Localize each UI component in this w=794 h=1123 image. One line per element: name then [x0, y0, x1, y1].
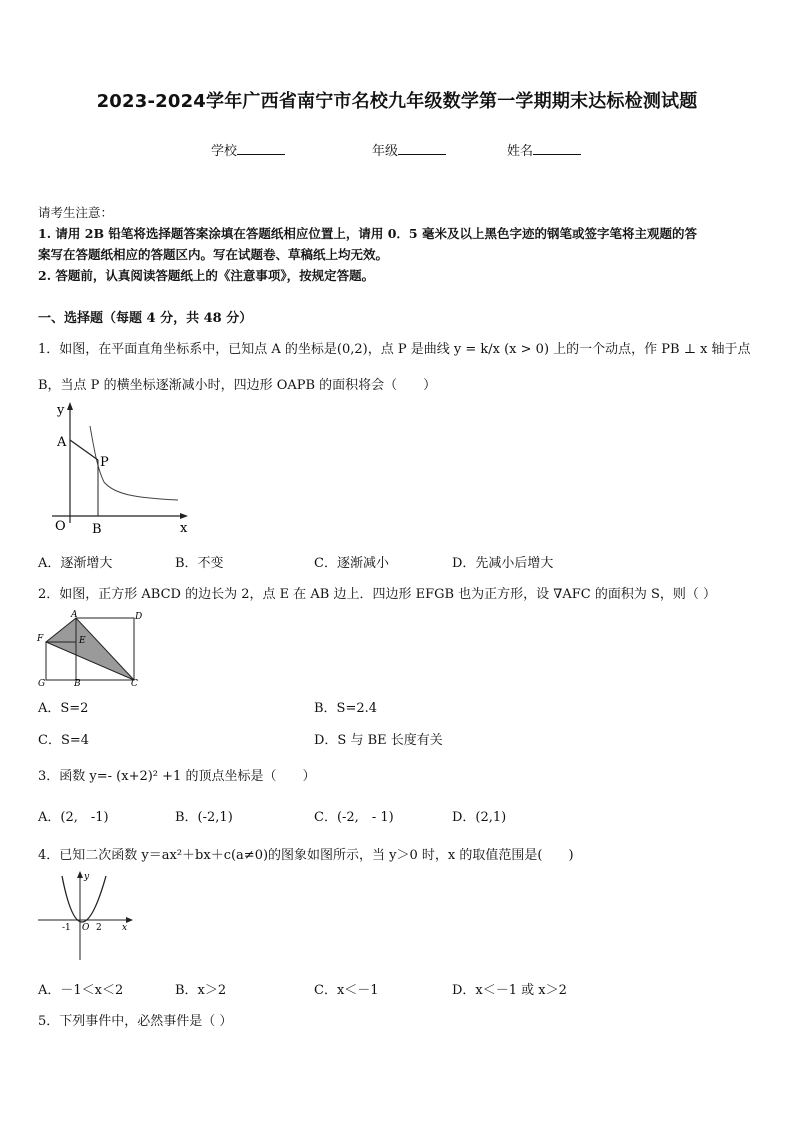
q1-line-2: B，当点 P 的横坐标逐渐减小时，四边形 OAPB 的面积将会（ ）: [38, 378, 437, 393]
q4-option-b: B．x＞2: [175, 983, 227, 998]
q1-label-b: B: [92, 522, 102, 537]
q4-label-x: x: [122, 923, 128, 933]
q4-label-minus-one: -1: [62, 923, 71, 933]
q2-label-c: C: [131, 679, 138, 688]
q4-graph: [36, 868, 136, 966]
q1-label-y: y: [57, 403, 65, 418]
notes-heading: 请考生注意：: [38, 205, 114, 220]
q1-label-a: A: [57, 435, 67, 450]
q3-line-1: 3．函数 y=- (x+2)² +1 的顶点坐标是（ ）: [38, 769, 316, 784]
school-field: [211, 140, 285, 159]
q1-segment-ap: [70, 440, 98, 460]
q2-option-a: A．S=2: [38, 701, 89, 716]
q1-line-1: 1．如图，在平面直角坐标系中，已知点 A 的坐标是(0,2)，点 P 是曲线 y = k/x (x > 0) 上的一个动点，作 PB ⊥ x 轴于点: [38, 342, 751, 357]
q5-line-1: 5．下列事件中，必然事件是（ ）: [38, 1014, 233, 1029]
grade-blank: [398, 142, 446, 155]
q2-line-1: 2．如图，正方形 ABCD 的边长为 2，点 E 在 AB 边上．四边形 EFGB 也为正方形，设 ∇AFC 的面积为 S，则（ ）: [38, 587, 717, 602]
q1-x-arrow: [180, 513, 188, 519]
q3-option-b: B．(-2,1): [175, 810, 233, 825]
q1-option-c: C．逐渐减小: [314, 556, 389, 571]
page-title: 2023-2024学年广西省南宁市名校九年级数学第一学期期末达标检测试题: [96, 91, 698, 112]
q3-option-a: A．(2, -1): [38, 810, 109, 825]
q4-option-d: D．x＜－1 或 x＞2: [452, 983, 567, 998]
q2-label-g: G: [38, 679, 46, 688]
name-blank: [533, 142, 581, 155]
q1-label-x: x: [180, 521, 188, 536]
q2-label-a: A: [71, 610, 78, 620]
section-heading: 一、选择题（每题 4 分，共 48 分）: [38, 311, 253, 326]
name-field: [507, 140, 581, 159]
q4-label-y: y: [84, 872, 90, 882]
q4-line-1: 4．已知二次函数 y＝ax²＋bx＋c(a≠0)的图象如图所示，当 y＞0 时，x 的取值范围是( ): [38, 848, 574, 863]
q2-option-b: B．S=2.4: [314, 701, 378, 716]
notes-line-2: 案写在答题纸相应的答题区内。写在试题卷、草稿纸上均无效。: [38, 247, 389, 262]
grade-label: 年级: [372, 144, 399, 159]
q4-label-two: 2: [96, 923, 102, 933]
q1-graph: [42, 398, 202, 538]
q1-label-o: O: [55, 519, 66, 534]
grade-field: [372, 140, 446, 159]
q2-label-e: E: [79, 636, 86, 646]
name-label: 姓名: [507, 144, 534, 159]
q1-y-arrow: [67, 402, 73, 410]
q4-y-arrow: [77, 871, 83, 878]
q1-option-a: A．逐渐增大: [38, 556, 113, 571]
q2-label-b: B: [74, 679, 81, 688]
q4-option-a: A．－1＜x＜2: [38, 983, 124, 998]
q4-parabola: [62, 876, 106, 922]
q1-option-d: D．先减小后增大: [452, 556, 554, 571]
q2-option-d: D．S 与 BE 长度有关: [314, 733, 443, 748]
q2-figure: [34, 610, 154, 688]
q2-triangle-afc: [46, 618, 134, 680]
school-label: 学校: [211, 144, 238, 159]
q2-option-c: C．S=4: [38, 733, 90, 748]
q2-label-d: D: [135, 612, 143, 622]
q4-option-c: C．x＜－1: [314, 983, 379, 998]
q3-option-c: C．(-2, - 1): [314, 810, 394, 825]
school-blank: [237, 142, 285, 155]
q3-option-d: D．(2,1): [452, 810, 507, 825]
notes-line-3: 2. 答题前，认真阅读答题纸上的《注意事项》，按规定答题。: [38, 268, 375, 283]
q2-label-f: F: [37, 634, 44, 644]
q4-label-o: O: [82, 923, 90, 933]
q1-label-p: P: [100, 455, 109, 470]
q1-option-b: B．不变: [175, 556, 224, 571]
notes-line-1: 1. 请用 2B 铅笔将选择题答案涂填在答题纸相应位置上，请用 0．5 毫米及以上黑色字迹的钢笔或签字笔将主观题的答: [38, 226, 697, 241]
